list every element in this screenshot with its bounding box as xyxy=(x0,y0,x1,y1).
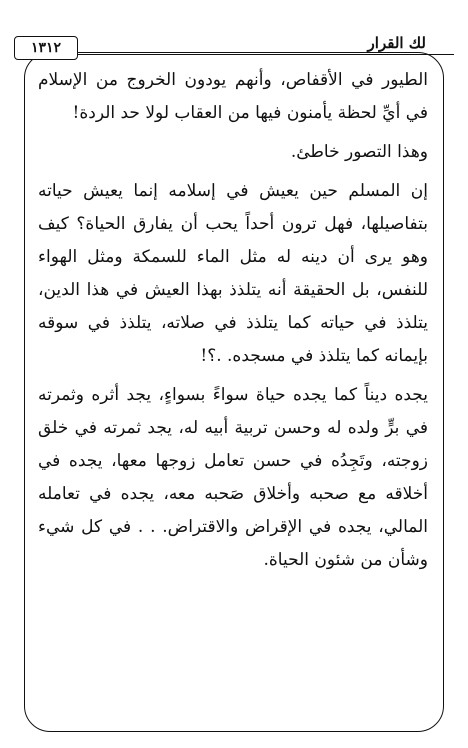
page-number: ١٣١٢ xyxy=(14,36,78,60)
paragraph-1: الطيور في الأقفاص، وأنهم يودون الخروج من الإسلام في أيِّ لحظة يأمنون فيها من العقاب لولا حد الردة! xyxy=(38,70,428,123)
running-title: لك القرار xyxy=(367,34,426,52)
paragraph-3: إن المسلم حين يعيش في إسلامه إنما يعيش حياته بتفاصيلها، فهل ترون أحداً يحب أن يفارق الحياة؟ كيف وهو يرى أن دينه له مثل الماء للسمكة ومثل الهواء للنفس، بل الحقيقة أنه يتلذذ بهذا العيش في هذا الدين، يتلذذ في حياته كما يتلذذ في صلاته، يتلذذ في سوقه بإيمانه كما يتلذذ في مسجده. .؟! xyxy=(38,181,428,366)
paragraph-2: وهذا التصور خاطئ. xyxy=(290,142,428,162)
paragraph-4: يجده ديناً كما يجده حياة سواءً بسواءٍ، يجد أثره وثمرته في برٍّ ولده له وحسن تربية أبيه له، يجد ثمرته في خلق زوجته، وتَجِدُه في حسن تعامل زوجها معها، يجده في أخلاقه مع صحبه وأخلاق صَحبه معه، يجده في تعامله المالي، يجده في الإقراض والاقتراض. . . في كل شيء وشأن من شئون الحياة. xyxy=(38,385,428,570)
page-body xyxy=(38,64,428,583)
